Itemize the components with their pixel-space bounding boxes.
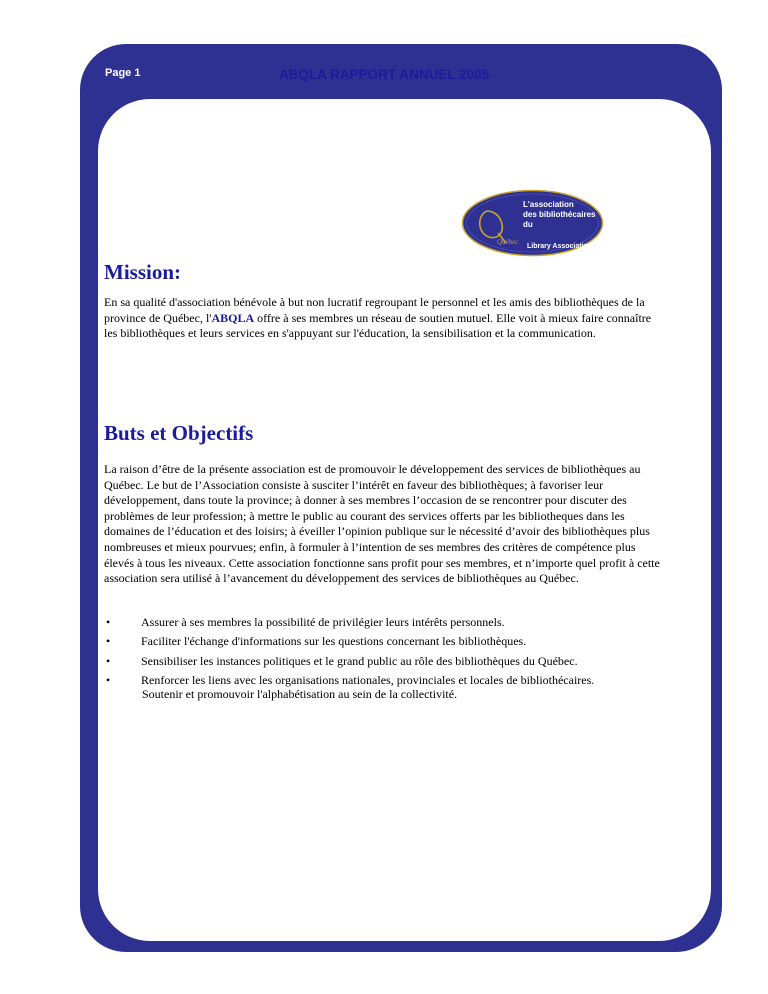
list-item-text: Faciliter l'échange d'informations sur les questions concernant les bibliothèques.: [141, 634, 527, 649]
mission-text-start: En sa qualité d'association bénévole à but non lucratif regroupant le personnel et les amis des bibliothèques de la province de Québec, l': [104, 295, 645, 325]
report-title: ABQLA RAPPORT ANNUEL 2005: [278, 67, 490, 82]
logo-line2: des bibliothécaires: [523, 210, 596, 219]
buts-heading: Buts et Objectifs: [104, 421, 254, 445]
page-label: Page 1: [105, 67, 141, 79]
bullet-icon: •: [106, 672, 111, 687]
logo-line4: Québec: [497, 238, 519, 246]
list-item: [104, 654, 664, 668]
objectives-list: [104, 615, 664, 706]
list-item-subline: Soutenir et promouvoir l'alphabétisation au sein de la collectivité.: [142, 686, 458, 701]
logo-line3: du: [523, 220, 533, 229]
bullet-icon: •: [106, 653, 111, 668]
logo-line5: Library Association: [527, 243, 593, 250]
list-item-text: Renforcer les liens avec les organisations nationales, provinciales et locales de bibliothécaires.: [141, 672, 595, 687]
mission-heading: Mission:: [104, 260, 182, 284]
abqla-logo: [461, 189, 604, 257]
mission-paragraph: [104, 295, 665, 342]
list-item: [104, 673, 664, 701]
abqla-name: ABQLA: [211, 310, 255, 325]
bullet-icon: •: [106, 615, 111, 629]
buts-paragraph: La raison d’être de la présente association est de promouvoir le développement des services de bibliothèques au Québec. Le but de l’Association consiste à susciter l’intérêt en faveur des bibliothèques; à favoriser leur développement, dans toute la province; à donner à ses membres l’occasion de se rencontrer pour discuter des problèmes de leur profession; à mettre le public au courant des services offerts par les bibliotheques dans les domaines de l’éducation et des loisirs; à éveiller l’opinion publique sur le nécessité d’avoir des bibliothèques plus nombreuses et mieux pourvues; enfin, à formuler à l’intention de ses membres des critères de compétence plus élevés à tous les niveaux. Cette association fonctionne sans profit pour ses membres, et n’importe quel profit à cette association sera utilisé à l’avancement du développement des services de bibliothèques au Québec.: [104, 462, 660, 586]
list-item-text: Sensibiliser les instances politiques et le grand public au rôle des bibliothèques du Québec.: [141, 653, 578, 668]
bullet-icon: •: [106, 634, 111, 649]
list-item: [104, 634, 664, 648]
mission-text-end: offre à ses membres un réseau de soutien mutuel. Elle voit à mieux faire connaître les bibliothèques et leurs services en s'appuyant sur l'éducation, la sensibilisation et la communication.: [104, 310, 652, 341]
list-item-text: Assurer à ses membres la possibilité de privilégier leurs intérêts personnels.: [141, 615, 505, 629]
list-item: [104, 615, 664, 629]
logo-line1: L'association: [523, 200, 574, 209]
